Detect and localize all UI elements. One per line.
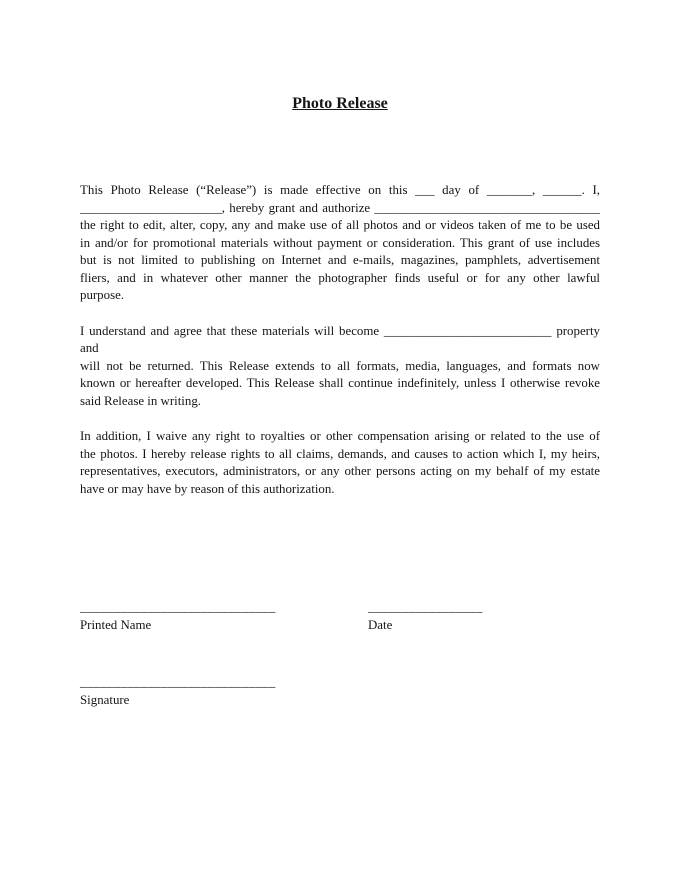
paragraph-line: in and/or for promotional materials without payment or consideration. This grant of use includes <box>80 235 600 250</box>
paragraph-line: said Release in writing. <box>80 393 202 408</box>
document-title: Photo Release <box>292 95 388 112</box>
date-label: Date <box>368 617 393 632</box>
paragraph-line: ______________________, hereby grant and authorize ___________________________________ <box>80 200 600 215</box>
printed-name-blank-line[interactable]: _____________________________ <box>80 600 276 614</box>
printed-name-label: Printed Name <box>80 617 152 632</box>
paragraph-line: In addition, I waive any right to royalties or other compensation arising or related to the use of <box>80 429 600 443</box>
document-body <box>80 182 600 709</box>
paragraph-line: will not be returned. This Release extends to all formats, media, languages, and formats now <box>80 358 600 373</box>
paragraph-line: fliers, and in whatever other manner the photographer finds useful or for any other lawful <box>80 270 600 285</box>
paragraph-grant <box>80 182 600 305</box>
paragraph-line: purpose. <box>80 288 125 302</box>
signature-field <box>80 674 600 709</box>
printed-name-date-row <box>80 599 600 634</box>
date-blank-line[interactable]: _________________ <box>368 600 483 614</box>
paragraph-waiver <box>80 428 600 498</box>
signature-label: Signature <box>80 692 130 707</box>
date-field <box>368 599 483 634</box>
paragraph-line: have or may have by reason of this authorization. <box>80 481 335 496</box>
signature-blank-line[interactable]: _____________________________ <box>80 675 276 689</box>
paragraph-line: but is not limited to publishing on Internet and e-mails, magazines, pamphlets, advertisement <box>80 253 600 267</box>
paragraph-line: This Photo Release (“Release”) is made effective on this ___ day of _______, ______. I, <box>80 183 600 197</box>
signature-block <box>80 599 600 709</box>
paragraph-line: representatives, executors, administrators, or any other persons acting on my behalf of my estate <box>80 464 600 478</box>
paragraph-ownership <box>80 323 600 411</box>
paragraph-line: the photos. I hereby release rights to all claims, demands, and causes to action which I, my heirs, <box>80 446 600 461</box>
paragraph-line: I understand and agree that these materials will become __________________________ property and <box>80 323 600 355</box>
paragraph-line: known or hereafter developed. This Release shall continue indefinitely, unless I otherwise revoke <box>80 376 600 390</box>
printed-name-field <box>80 599 368 634</box>
paragraph-line: the right to edit, alter, copy, any and make use of all photos and or videos taken of me to be used <box>80 218 600 232</box>
